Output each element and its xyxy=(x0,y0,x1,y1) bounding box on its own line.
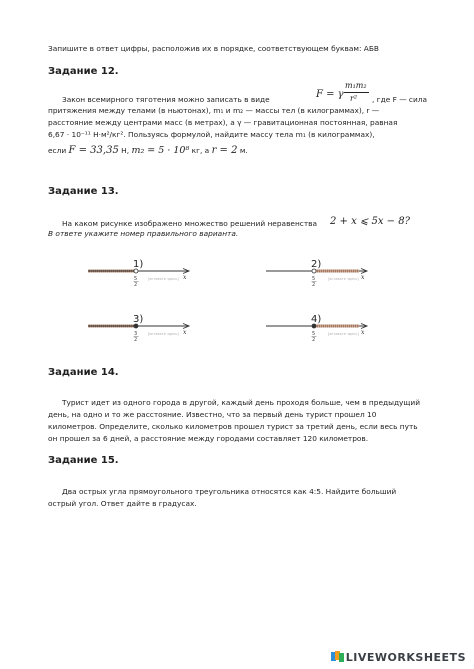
axis-label: x xyxy=(361,329,365,336)
task12-value-m2: m₂ = 5 · 10⁸ xyxy=(131,145,190,156)
task12-line2: притяжения между телами (в ньютонах), m₁ и m₂ — массы тел (в килограммах), r — xyxy=(48,106,380,115)
tick-numerator: 5 xyxy=(134,276,138,282)
task12-value-r: r = 2 xyxy=(211,145,238,156)
tick-denominator: 2 xyxy=(312,282,316,288)
tick-numerator: 5 xyxy=(312,276,316,282)
task12-line3: расстояние между центрами масс (в метрах), а γ — гравитационная постоянная, равная xyxy=(48,118,398,127)
number-line-option-4[interactable] xyxy=(264,310,374,350)
task14-title: Задание 14. xyxy=(48,367,119,378)
formula-lhs: F = γ xyxy=(316,89,344,100)
task15-title: Задание 15. xyxy=(48,455,119,466)
number-line-option-3[interactable] xyxy=(86,310,196,350)
task12-line4: 6,67 · 10⁻¹¹ Н·м²/кг². Пользуясь формулой, найдите массу тела m₁ (в килограммах), xyxy=(48,130,375,139)
shaded-region xyxy=(315,325,359,328)
brand-text: LIVEWORKSHEETS xyxy=(345,651,466,664)
task12-line1 xyxy=(62,94,270,106)
formula-numerator: m₁m₂ xyxy=(345,81,367,90)
task12-line1-text: Закон всемирного тяготения можно записать в виде xyxy=(62,95,270,104)
task14-line2: день, на одно и то же расстояние. Известно, что за первый день турист прошел 10 xyxy=(48,410,377,419)
task14-line1: Турист идет из одного города в другой, каждый день проходя больше, чем в предыдущий xyxy=(62,398,420,407)
number-line-option-1[interactable] xyxy=(86,255,196,295)
task12-line5 xyxy=(48,145,248,157)
formula-bar xyxy=(344,92,369,93)
task12-line1b: , где F — сила xyxy=(372,95,428,104)
task12-unit-kg: кг, а xyxy=(191,146,210,155)
task12-unit-n: Н, xyxy=(121,146,130,155)
task15-line1: Два острых угла прямоугольного треугольника относятся как 4:5. Найдите больший xyxy=(62,487,397,496)
option-label: 1) xyxy=(133,259,144,270)
axis-label: x xyxy=(183,274,187,281)
task12-value-f: F = 33,35 xyxy=(68,145,119,156)
shaded-region xyxy=(315,270,359,273)
task12-line5-if: если xyxy=(48,146,67,155)
liveworksheets-logo[interactable] xyxy=(331,651,466,664)
intro-text: Запишите в ответ цифры, расположив их в порядке, соответствующем буквам: АБВ xyxy=(48,44,379,53)
option-label: 3) xyxy=(133,314,144,325)
task13-hint: В ответе укажите номер правильного варианта. xyxy=(48,229,239,238)
task14-line4: он прошел за 6 дней, а расстояние между городами составляет 120 километров. xyxy=(48,434,369,443)
tick-denominator: 2 xyxy=(134,337,138,343)
option-label: 4) xyxy=(311,314,322,325)
task12-unit-m: м. xyxy=(239,146,248,155)
watermark-text: [вставьте здесь] xyxy=(328,277,359,281)
tick-denominator: 2 xyxy=(312,337,316,343)
tick-denominator: 2 xyxy=(134,282,138,288)
watermark-text: [вставьте здесь] xyxy=(328,332,359,336)
formula-denominator: r² xyxy=(350,94,358,103)
watermark-text: [вставьте здесь] xyxy=(148,332,179,336)
task15-line2: острый угол. Ответ дайте в градусах. xyxy=(48,499,197,508)
number-line-option-2[interactable] xyxy=(264,255,374,295)
tick-numerator: 3 xyxy=(134,331,138,337)
task14-line3: километров. Определите, сколько километров прошел турист за третий день, если весь путь xyxy=(48,422,418,431)
tick-numerator: 5 xyxy=(312,331,316,337)
axis-label: x xyxy=(183,329,187,336)
task13-inequality: 2 + x ⩽ 5x − 8? xyxy=(330,216,410,227)
task12-title: Задание 12. xyxy=(48,66,119,77)
option-label: 2) xyxy=(311,259,322,270)
axis-label: x xyxy=(361,274,365,281)
task13-question: На каком рисунке изображено множество решений неравенства xyxy=(62,219,318,228)
watermark-text: [вставьте здесь] xyxy=(148,277,179,281)
logo-icon xyxy=(331,651,344,662)
task13-title: Задание 13. xyxy=(48,186,119,197)
